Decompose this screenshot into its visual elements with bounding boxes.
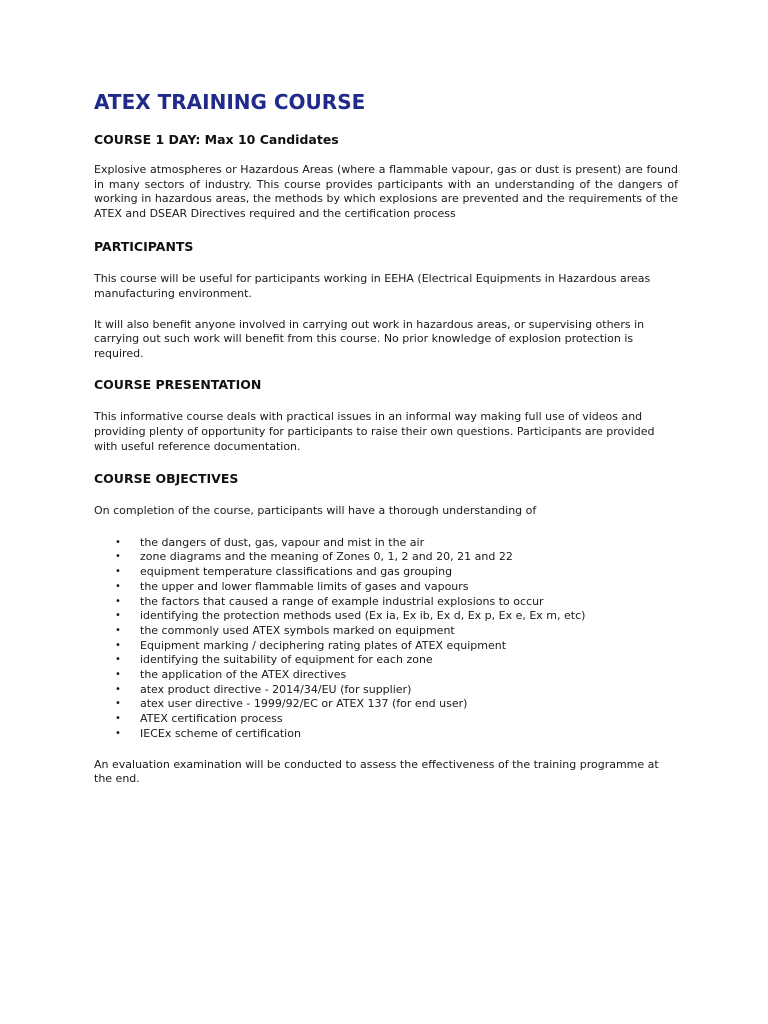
list-item: • ATEX certification process (115, 712, 283, 726)
presentation-heading: COURSE PRESENTATION (94, 377, 262, 393)
bullet-icon: • (115, 683, 121, 695)
list-item: • atex user directive - 1999/92/EC or ATEX 137 (for end user) (115, 697, 468, 711)
objectives-intro: On completion of the course, participants will have a thorough understanding of (94, 504, 537, 518)
list-item: • identifying the protection methods used (Ex ia, Ex ib, Ex d, Ex p, Ex e, Ex m, etc) (115, 609, 586, 623)
page-title: ATEX TRAINING COURSE (94, 90, 366, 114)
bullet-icon: • (115, 595, 121, 607)
list-item: • IECEx scheme of certification (115, 726, 301, 740)
list-item: • the commonly used ATEX symbols marked on equipment (115, 623, 455, 637)
document-page (94, 88, 678, 787)
bullet-icon: • (115, 580, 121, 592)
participants-paragraph-1: This course will be useful for participants working in EEHA (Electrical Equipments in Hazardous areas manufacturing environment. (94, 272, 651, 300)
bullet-icon: • (115, 624, 121, 636)
intro-paragraph: Explosive atmospheres or Hazardous Areas (where a flammable vapour, gas or dust is present) are found in many sectors of industry. This course provides participants with an understanding of the dangers of working in hazardous areas, the methods by which explosions are prevented and the requirements of the ATEX and DSEAR Directives required and the certification process (94, 163, 678, 220)
bullet-icon: • (115, 639, 121, 651)
participants-paragraph-2: It will also benefit anyone involved in carrying out work in hazardous areas, or supervising others in carrying out such work will benefit from this course. No prior knowledge of explosion protection is required. (94, 317, 645, 360)
list-item: • zone diagrams and the meaning of Zones 0, 1, 2 and 20, 21 and 22 (115, 550, 513, 564)
bullet-icon: • (115, 536, 121, 548)
objectives-heading: COURSE OBJECTIVES (94, 471, 239, 487)
closing-paragraph: An evaluation examination will be conducted to assess the effectiveness of the training programme at the end. (94, 757, 659, 786)
list-item: • the dangers of dust, gas, vapour and mist in the air (115, 535, 425, 549)
bullet-icon: • (115, 610, 121, 622)
list-item: • equipment temperature classifications and gas grouping (115, 565, 453, 579)
course-duration-subtitle: COURSE 1 DAY: Max 10 Candidates (94, 132, 339, 147)
bullet-icon: • (115, 713, 121, 725)
bullet-icon: • (115, 654, 121, 666)
list-item: • the factors that caused a range of example industrial explosions to occur (115, 594, 544, 608)
bullet-icon: • (115, 727, 121, 739)
objectives-list (94, 536, 678, 742)
list-item: • the application of the ATEX directives (115, 668, 347, 682)
bullet-icon: • (115, 566, 121, 578)
list-item: • atex product directive - 2014/34/EU (for supplier) (115, 682, 412, 696)
bullet-icon: • (115, 669, 121, 681)
bullet-icon: • (115, 551, 121, 563)
list-item: • Equipment marking / deciphering rating plates of ATEX equipment (115, 638, 507, 652)
list-item: • the upper and lower flammable limits of gases and vapours (115, 579, 469, 593)
bullet-icon: • (115, 698, 121, 710)
participants-heading: PARTICIPANTS (94, 239, 194, 255)
list-item: • identifying the suitability of equipment for each zone (115, 653, 433, 667)
presentation-paragraph: This informative course deals with practical issues in an informal way making full use of videos and providing plenty of opportunity for participants to raise their own questions. Participants are provided with useful reference documentation. (94, 410, 655, 453)
